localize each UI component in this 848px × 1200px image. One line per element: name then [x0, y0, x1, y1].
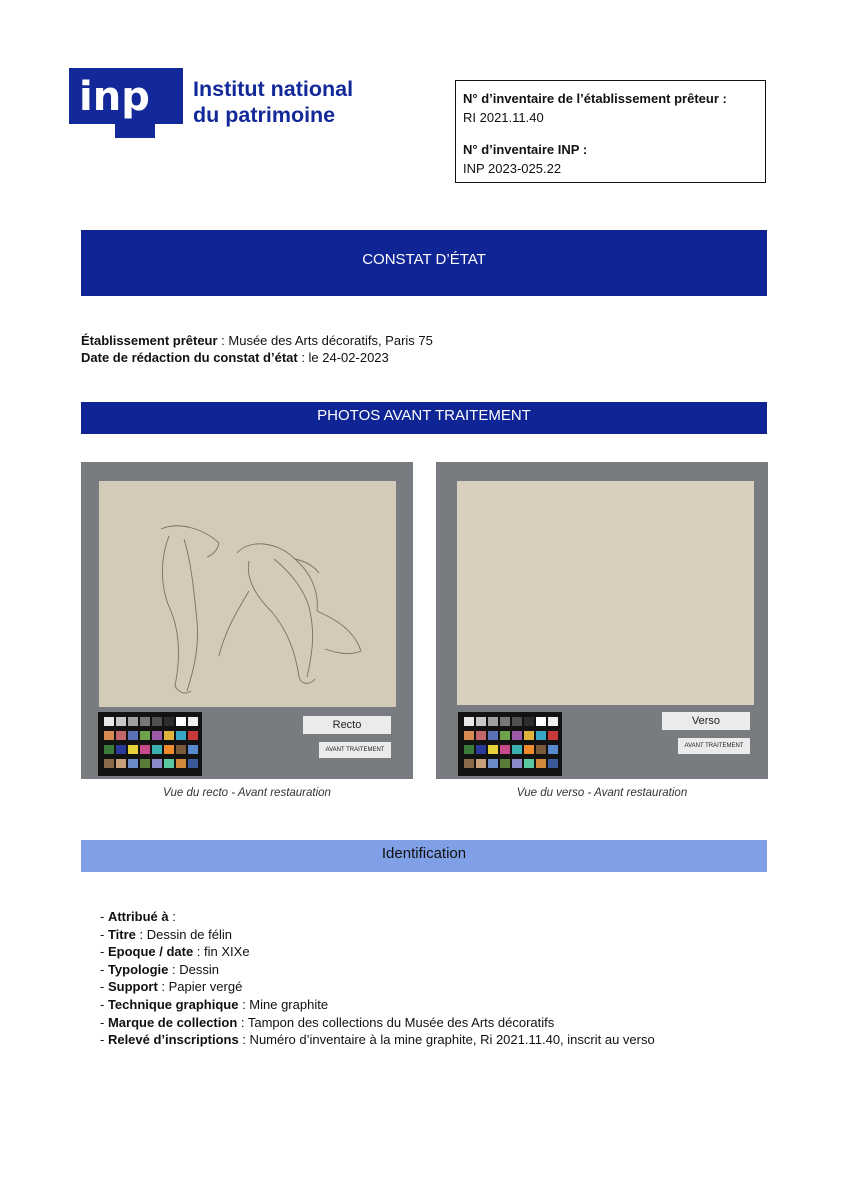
identification-list	[100, 908, 655, 1049]
photos-banner: PHOTOS AVANT TRAITEMENT	[81, 402, 767, 434]
color-swatch	[476, 745, 486, 754]
inp-logo	[69, 68, 389, 138]
color-swatch	[176, 745, 186, 754]
verso-caption: Vue du verso - Avant restauration	[516, 787, 688, 799]
color-swatch	[164, 731, 174, 740]
lender-inventory-label: N° d’inventaire de l’établissement prêteur :	[463, 91, 727, 106]
color-swatch	[500, 731, 510, 740]
recto-color-checker	[98, 712, 202, 776]
color-swatch	[548, 731, 558, 740]
color-swatch	[128, 731, 138, 740]
color-swatch	[464, 717, 474, 726]
color-swatch	[464, 745, 474, 754]
color-swatch	[500, 759, 510, 768]
color-swatch	[488, 745, 498, 754]
list-item: - Epoque / date : fin XIXe	[100, 944, 250, 960]
color-swatch	[536, 717, 546, 726]
lender-label: Établissement prêteur	[81, 333, 218, 348]
report-meta	[81, 332, 433, 366]
color-swatch	[476, 759, 486, 768]
color-swatch	[176, 717, 186, 726]
color-swatch	[164, 759, 174, 768]
color-swatch	[116, 731, 126, 740]
color-swatch	[536, 745, 546, 754]
verso-photo	[436, 462, 768, 779]
color-swatch	[500, 717, 510, 726]
list-item: - Support : Papier vergé	[100, 979, 243, 995]
color-swatch	[128, 717, 138, 726]
color-swatch	[128, 759, 138, 768]
list-item: - Marque de collection : Tampon des collections du Musée des Arts décoratifs	[100, 1014, 555, 1030]
lender-line	[81, 332, 433, 349]
logo-mark-text: inp	[79, 74, 150, 120]
color-swatch	[548, 717, 558, 726]
color-swatch	[524, 759, 534, 768]
color-swatch	[536, 731, 546, 740]
recto-photo	[81, 462, 413, 779]
lender-inventory-value: RI 2021.11.40	[463, 110, 544, 125]
recto-paper	[99, 481, 396, 707]
color-swatch	[116, 717, 126, 726]
logo-line-1: Institut national	[193, 77, 354, 101]
date-value: : le 24-02-2023	[297, 350, 389, 365]
logo-wordmark	[193, 76, 353, 128]
color-swatch	[524, 717, 534, 726]
color-swatch	[152, 731, 162, 740]
color-swatch	[116, 745, 126, 754]
list-item: - Attribué à :	[100, 909, 176, 924]
inventory-box	[455, 80, 766, 183]
date-label: Date de rédaction du constat d’état	[81, 350, 298, 365]
color-swatch	[536, 759, 546, 768]
color-swatch	[188, 731, 198, 740]
recto-subtag: AVANT TRAITEMENT	[319, 742, 391, 758]
verso-color-checker	[458, 712, 562, 776]
color-swatch	[188, 717, 198, 726]
color-swatch	[500, 745, 510, 754]
color-swatch	[524, 731, 534, 740]
title-banner: CONSTAT D’ÉTAT	[81, 230, 767, 296]
color-swatch	[176, 759, 186, 768]
identification-banner: Identification	[81, 840, 767, 872]
color-swatch	[512, 731, 522, 740]
color-swatch	[476, 717, 486, 726]
color-swatch	[104, 717, 114, 726]
color-swatch	[512, 759, 522, 768]
inp-logo-mark	[69, 68, 183, 138]
color-swatch	[164, 717, 174, 726]
color-swatch	[512, 745, 522, 754]
color-swatch	[104, 731, 114, 740]
color-swatch	[104, 745, 114, 754]
list-item: - Relevé d’inscriptions : Numéro d’inventaire à la mine graphite, Ri 2021.11.40, inscrit au verso	[100, 1032, 655, 1048]
logo-line-2: du patrimoine	[193, 103, 336, 127]
color-swatch	[464, 731, 474, 740]
color-swatch	[164, 745, 174, 754]
color-swatch	[152, 717, 162, 726]
verso-tag: Verso	[662, 712, 750, 730]
verso-subtag: AVANT TRAITEMENT	[678, 738, 750, 754]
color-swatch	[188, 745, 198, 754]
date-line	[81, 349, 433, 366]
color-swatch	[140, 731, 150, 740]
verso-paper	[457, 481, 754, 705]
color-swatch	[524, 745, 534, 754]
color-swatch	[548, 745, 558, 754]
list-item: - Titre : Dessin de félin	[100, 926, 232, 942]
color-swatch	[104, 759, 114, 768]
inp-inventory-value: INP 2023-025.22	[463, 161, 562, 176]
color-swatch	[116, 759, 126, 768]
color-swatch	[140, 759, 150, 768]
color-swatch	[488, 759, 498, 768]
color-swatch	[140, 745, 150, 754]
color-swatch	[464, 759, 474, 768]
color-swatch	[488, 731, 498, 740]
color-swatch	[548, 759, 558, 768]
color-swatch	[512, 717, 522, 726]
color-swatch	[188, 759, 198, 768]
list-item: - Technique graphique : Mine graphite	[100, 996, 329, 1012]
color-swatch	[488, 717, 498, 726]
color-swatch	[176, 731, 186, 740]
color-swatch	[152, 745, 162, 754]
feline-drawing	[99, 481, 396, 707]
recto-tag: Recto	[303, 716, 391, 734]
color-swatch	[152, 759, 162, 768]
color-swatch	[476, 731, 486, 740]
inp-inventory-label: N° d’inventaire INP :	[463, 142, 588, 157]
color-swatch	[140, 717, 150, 726]
recto-caption: Vue du recto - Avant restauration	[163, 787, 331, 799]
list-item: - Typologie : Dessin	[100, 961, 219, 977]
color-swatch	[128, 745, 138, 754]
lender-value: : Musée des Arts décoratifs, Paris 75	[217, 333, 433, 348]
